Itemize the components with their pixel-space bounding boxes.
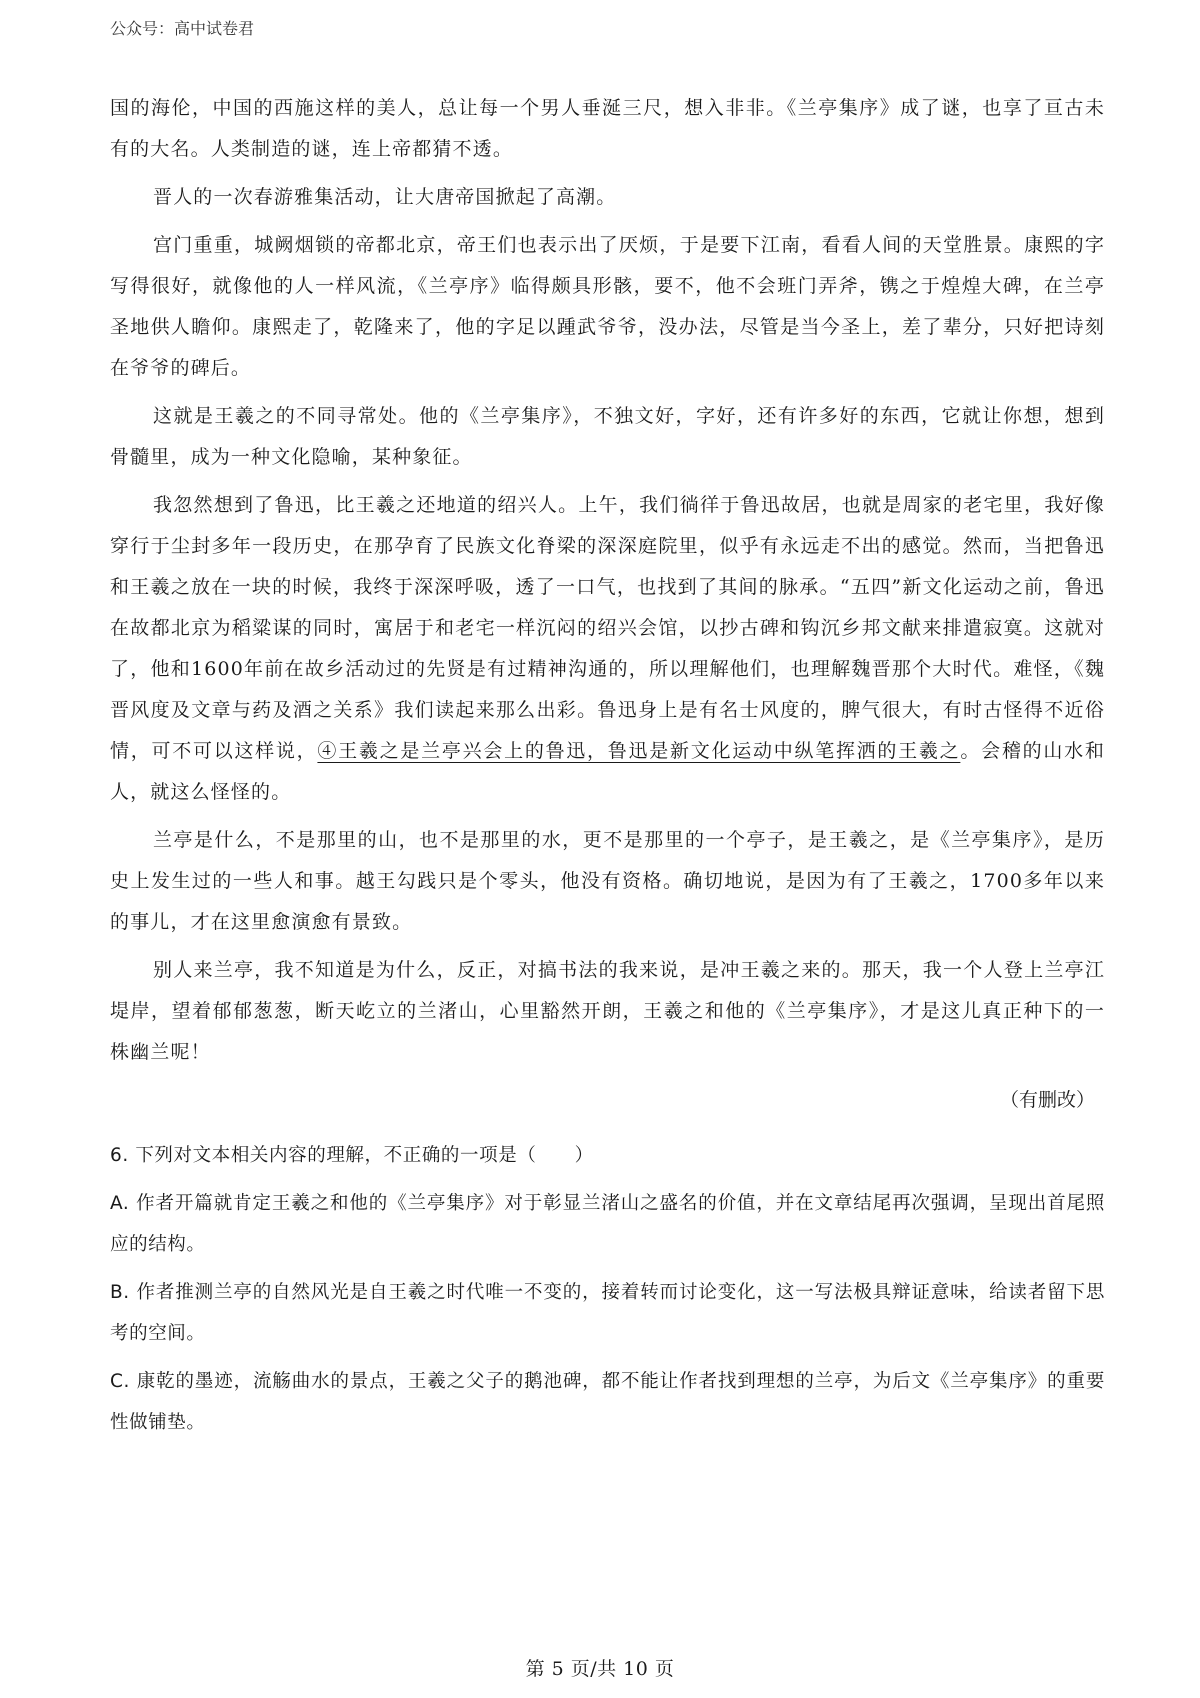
passage-paragraph: 别人来兰亭，我不知道是为什么，反正，对搞书法的我来说，是冲王羲之来的。那天，我一个人登上兰亭江堤岸，望着郁郁葱葱，断天屹立的兰渚山，心里豁然开朗，王羲之和他的《兰亭集序》，才是这儿真正种下的一株幽兰呢！ — [110, 959, 1105, 1063]
option-c: C. 康乾的墨迹，流觞曲水的景点，王羲之父子的鹅池碑，都不能让作者找到理想的兰亭，为后文《兰亭集序》的重要性做铺垫。 — [110, 1371, 1105, 1433]
passage-paragraph: 宫门重重，城阙烟锁的帝都北京，帝王们也表示出了厌烦，于是要下江南，看看人间的天堂胜景。康熙的字写得很好，就像他的人一样风流，《兰亭序》临得颇具形骸，要不，他不会班门弄斧，镌之于煌煌大碑，在兰亭圣地供人瞻仰。康熙走了，乾隆来了，他的字足以踵武爷爷，没办法，尽管是当今圣上，差了辈分，只好把诗刻在爷爷的碑后。 — [110, 234, 1105, 379]
paragraph-text: 我忽然想到了鲁迅，比王羲之还地道的绍兴人。上午，我们徜徉于鲁迅故居，也就是周家的老宅里，我好像穿行于尘封多年一段历史，在那孕育了民族文化脊梁的深深庭院里，似乎有永远走不出的感觉。然而，当把鲁迅和王羲之放在一块的时候，我终于深深呼吸，透了一口气，也找到了其间的脉承。“五四”新文化运动之前，鲁迅在故都北京为稻粱谋的同时，寓居于和老宅一样沉闷的绍兴会馆，以抄古碑和钩沉乡邦文献来排遣寂寞。这就对了，他和1600年前在故乡活动过的先贤是有过精神沟通的，所以理解他们，也理解魏晋那个大时代。难怪，《魏晋风度及文章与药及酒之关系》我们读起来那么出彩。鲁迅身上是有名士风度的，脾气很大，有时古怪得不近俗情，可不可以这样说， — [110, 494, 1105, 762]
source-note: （有删改） — [999, 1089, 1095, 1111]
option-b: B. 作者推测兰亭的自然风光是自王羲之时代唯一不变的，接着转而讨论变化，这一写法极具辩证意味，给读者留下思考的空间。 — [110, 1282, 1105, 1344]
option-a: A. 作者开篇就肯定王羲之和他的《兰亭集序》对于彰显兰渚山之盛名的价值，并在文章结尾再次强调，呈现出首尾照应的结构。 — [110, 1193, 1105, 1255]
underlined-sentence-4: ④王羲之是兰亭兴会上的鲁迅，鲁迅是新文化运动中纵笔挥洒的王羲之 — [317, 740, 961, 762]
passage-paragraph: 晋人的一次春游雅集活动，让大唐帝国掀起了高潮。 — [153, 186, 617, 208]
passage — [110, 88, 1105, 1121]
passage-paragraph: 兰亭是什么，不是那里的山，也不是那里的水，更不是那里的一个亭子，是王羲之，是《兰亭集序》，是历史上发生过的一些人和事。越王勾践只是个零头，他没有资格。确切地说，是因为有了王羲之，1700多年以来的事儿，才在这里愈演愈有景致。 — [110, 829, 1105, 933]
document-body — [110, 88, 1105, 1450]
paragraph-text: 。会稽的山水和人，就这么怪怪的。 — [110, 740, 1105, 803]
question-stem: 6. 下列对文本相关内容的理解，不正确的一项是（ ） — [110, 1145, 594, 1166]
page-number: 第 5 页/共 10 页 — [525, 1658, 675, 1680]
passage-paragraph: 国的海伦，中国的西施这样的美人，总让每一个男人垂涎三尺，想入非非。《兰亭集序》成了谜，也享了亘古未有的大名。人类制造的谜，连上帝都猜不透。 — [110, 97, 1105, 160]
header-note: 公众号：高中试卷君 — [110, 19, 255, 38]
passage-paragraph-luxun — [110, 485, 1105, 813]
question-6 — [110, 1135, 1105, 1443]
passage-paragraph: 这就是王羲之的不同寻常处。他的《兰亭集序》，不独文好，字好，还有许多好的东西，它就让你想，想到骨髓里，成为一种文化隐喻，某种象征。 — [110, 405, 1105, 468]
